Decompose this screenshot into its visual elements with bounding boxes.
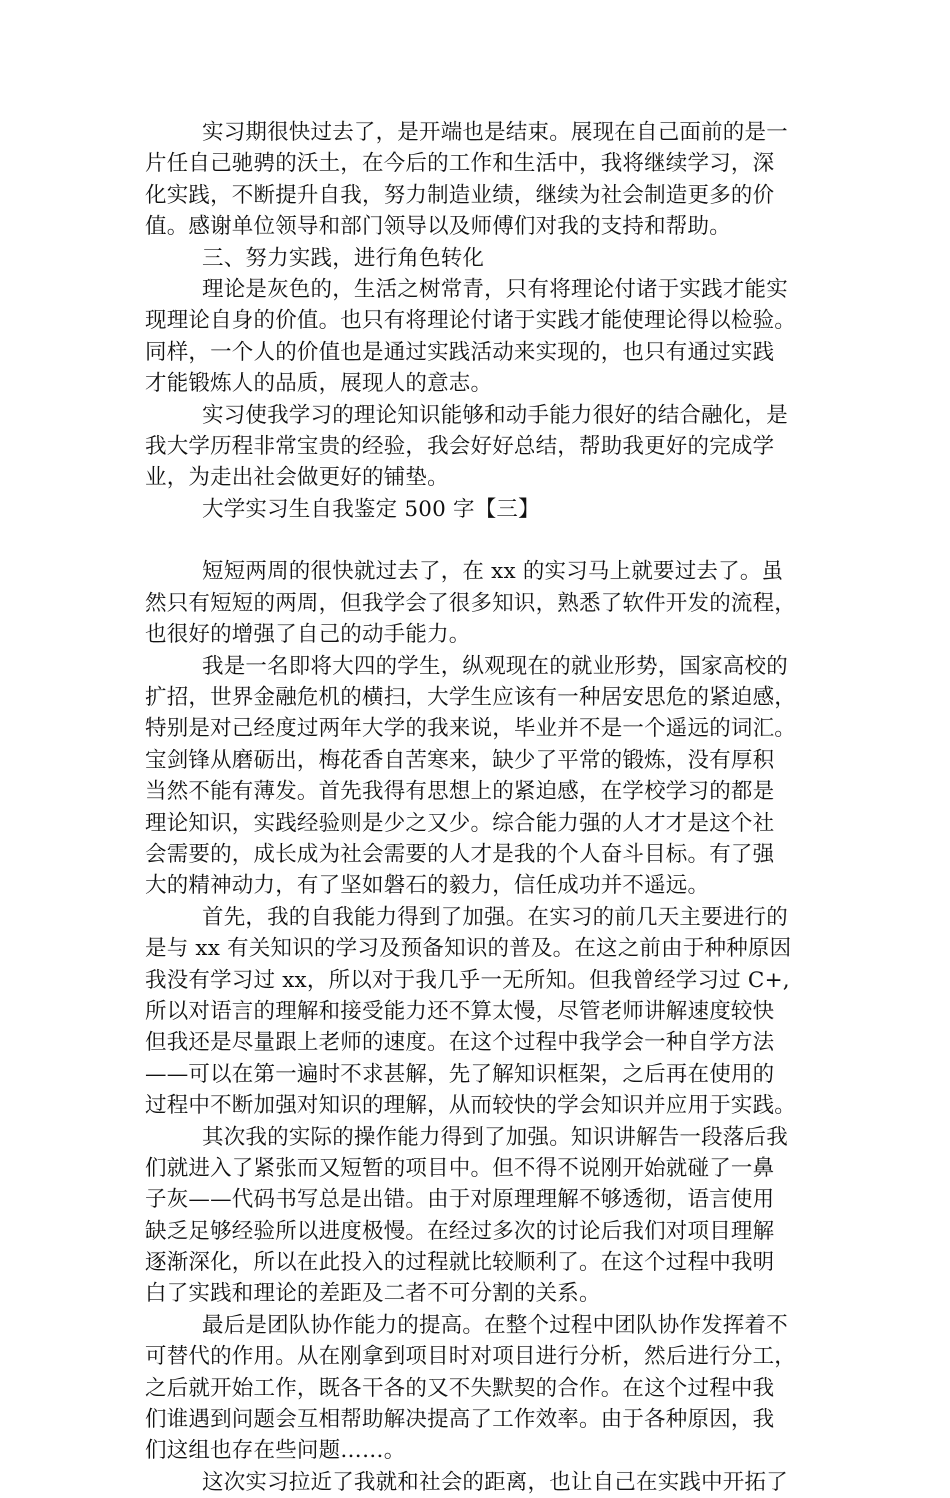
paragraph-operation-ability xyxy=(145,1122,810,1310)
text-line: 理论知识，实践经验则是少之又少。综合能力强的人才才是这个社 xyxy=(145,810,775,836)
text-line: 是与 xx 有关知识的学习及预备知识的普及。在这之前由于种种原因 xyxy=(145,936,792,962)
text-line: 短短两周的很快就过去了，在 xx 的实习马上就要过去了。虽 xyxy=(202,559,784,585)
text-line: 缺乏足够经验所以进度极慢。在经过多次的讨论后我们对项目理解 xyxy=(145,1218,775,1244)
text-line: 大的精神动力，有了坚如磐石的毅力，信任成功并不遥远。 xyxy=(145,873,710,899)
blank-line xyxy=(145,525,810,556)
text-line: ——可以在第一遍时不求甚解，先了解知识框架，之后再在使用的 xyxy=(145,1061,775,1087)
text-line: 子灰——代码书写总是出错。由于对原理理解不够透彻，语言使用 xyxy=(145,1187,775,1213)
paragraph-teamwork xyxy=(145,1310,810,1467)
text-line: 之后就开始工作，既各干各的又不失默契的合作。在这个过程中我 xyxy=(145,1375,775,1401)
text-line: 业，为走出社会做更好的铺垫。 xyxy=(145,465,449,491)
heading-line: 大学实习生自我鉴定 500 字【三】 xyxy=(202,496,540,522)
text-line: 们这组也存在些问题……。 xyxy=(145,1438,406,1464)
text-line: 这次实习拉近了我就和社会的距离，也让自己在实践中开拓了 xyxy=(202,1469,788,1495)
section-heading-three xyxy=(145,243,810,274)
text-line: 我没有学习过 xx，所以对于我几乎一无所知。但我曾经学习过 C+, xyxy=(145,967,790,993)
text-line: 可替代的作用。从在刚拿到项目时对项目进行分析，然后进行分工， xyxy=(145,1344,797,1370)
text-line: 但我还是尽量跟上老师的速度。在这个过程中我学会一种自学方法 xyxy=(145,1030,775,1056)
text-line: 片任自己驰骋的沃土，在今后的工作和生活中，我将继续学习，深 xyxy=(145,151,775,177)
text-line: 实习使我学习的理论知识能够和动手能力很好的结合融化，是 xyxy=(202,402,788,428)
text-line: 其次我的实际的操作能力得到了加强。知识讲解告一段落后我 xyxy=(202,1124,788,1150)
text-line: 值。感谢单位领导和部门领导以及师傅们对我的支持和帮助。 xyxy=(145,214,731,240)
text-line: 首先，我的自我能力得到了加强。在实习的前几天主要进行的 xyxy=(202,904,788,930)
text-line: 当然不能有薄发。首先我得有思想上的紧迫感，在学校学习的都是 xyxy=(145,779,775,805)
text-line: 实习期很快过去了，是开端也是结束。展现在自己面前的是一 xyxy=(202,120,788,145)
text-line: 们谁遇到问题会互相帮助解决提高了工作效率。由于各种原因，我 xyxy=(145,1407,775,1433)
text-line: 们就进入了紧张而又短暂的项目中。但不得不说刚开始就碰了一鼻 xyxy=(145,1155,775,1181)
text-line: 宝剑锋从磨砺出，梅花香自苦寒来，缺少了平常的锻炼，没有厚积 xyxy=(145,747,775,773)
text-line: 现理论自身的价值。也只有将理论付诸于实践才能使理论得以检验。 xyxy=(145,308,797,334)
text-line: 扩招，世界金融危机的横扫，大学生应该有一种居安思危的紧迫感， xyxy=(145,685,797,711)
text-line: 白了实践和理论的差距及二者不可分割的关系。 xyxy=(145,1281,601,1307)
text-line: 理论是灰色的，生活之树常青，只有将理论付诸于实践才能实 xyxy=(202,276,788,302)
text-line: 同样，一个人的价值也是通过实践活动来实现的，也只有通过实践 xyxy=(145,339,775,365)
text-line xyxy=(145,525,810,556)
text-line: 会需要的，成长成为社会需要的人才是我的个人奋斗目标。有了强 xyxy=(145,841,775,867)
paragraph-internship-fusion xyxy=(145,400,810,494)
essay-title-three xyxy=(145,494,810,525)
text-line: 最后是团队协作能力的提高。在整个过程中团队协作发挥着不 xyxy=(202,1312,788,1338)
text-line: 所以对语言的理解和接受能力还不算太慢，尽管老师讲解速度较快 xyxy=(145,998,775,1024)
text-line: 才能锻炼人的品质，展现人的意志。 xyxy=(145,371,493,397)
paragraph-theory-practice xyxy=(145,274,810,400)
paragraph-senior-student xyxy=(145,651,810,902)
text-line: 然只有短短的两周，但我学会了很多知识，熟悉了软件开发的流程， xyxy=(145,590,797,616)
text-line: 逐渐深化，所以在此投入的过程就比较顺利了。在这个过程中我明 xyxy=(145,1250,775,1276)
heading-line: 三、努力实践，进行角色转化 xyxy=(202,245,485,271)
text-line: 化实践，不断提升自我，努力制造业绩，继续为社会制造更多的价 xyxy=(145,182,775,208)
text-line: 过程中不断加强对知识的理解，从而较快的学会知识并应用于实践。 xyxy=(145,1093,797,1119)
text-line: 我是一名即将大四的学生，纵观现在的就业形势，国家高校的 xyxy=(202,653,788,679)
document-page xyxy=(145,117,810,1498)
text-line: 特别是对己经度过两年大学的我来说，毕业并不是一个遥远的词汇。 xyxy=(145,716,797,742)
paragraph-self-ability xyxy=(145,902,810,1122)
text-line: 我大学历程非常宝贵的经验，我会好好总结，帮助我更好的完成学 xyxy=(145,433,775,459)
text-line: 也很好的增强了自己的动手能力。 xyxy=(145,622,471,648)
paragraph-closing xyxy=(145,1467,810,1498)
paragraph-two-weeks xyxy=(145,556,810,650)
paragraph-internship-end xyxy=(145,117,810,243)
